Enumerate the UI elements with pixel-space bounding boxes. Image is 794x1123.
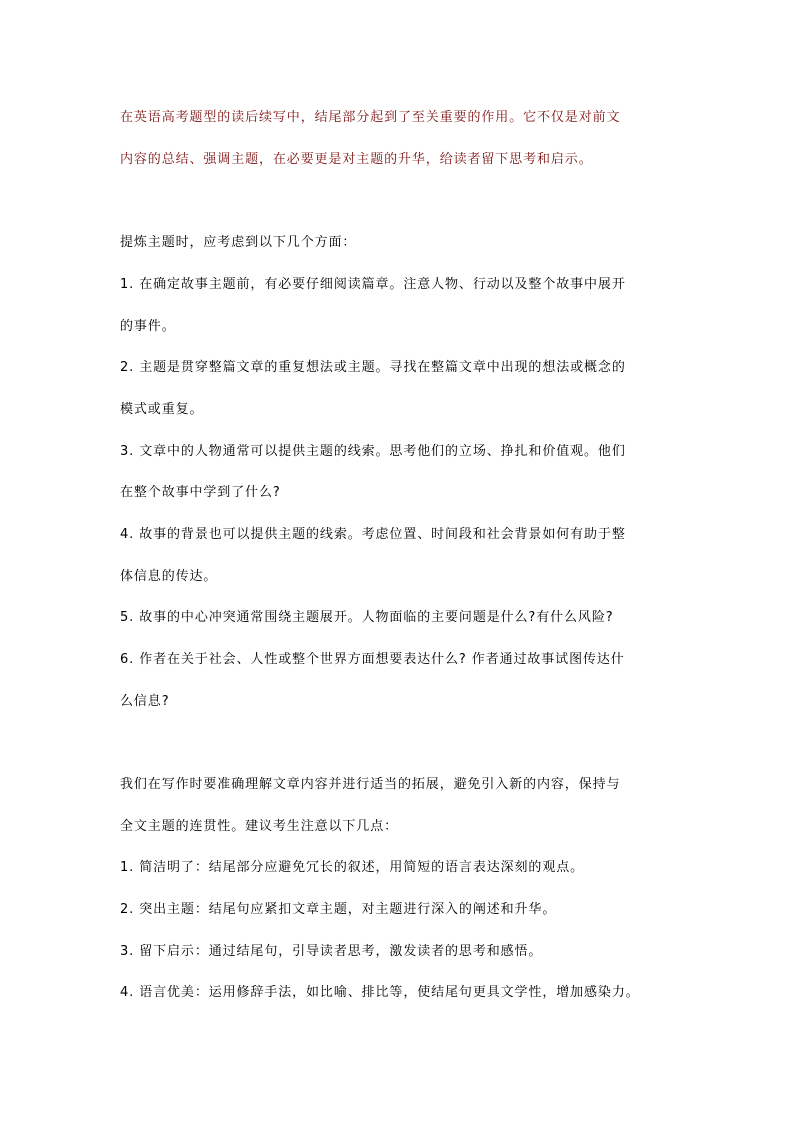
section1-line: 在整个故事中学到了什么? [120,485,281,500]
section1-line: 的事件。 [120,319,176,334]
section2-line: 2. 突出主题：结尾句应紧扣文章主题，对主题进行深入的阐述和升华。 [120,902,557,917]
section2-line: 3. 留下启示：通过结尾句，引导读者思考，激发读者的思考和感悟。 [120,944,543,959]
section2-intro-line-1: 我们在写作时要准确理解文章内容并进行适当的拓展，避免引入新的内容，保持与 [120,777,621,792]
section1-line: 4. 故事的背景也可以提供主题的线索。考虑位置、时间段和社会背景如何有助于整 [120,527,626,542]
section1-line: 2. 主题是贯穿整篇文章的重复想法或主题。寻找在整篇文章中出现的想法或概念的 [120,360,626,375]
section1-line: 6. 作者在关于社会、人性或整个世界方面想要表达什么? 作者通过故事试图传达什 [120,652,625,667]
intro-line-1: 在英语高考题型的读后续写中，结尾部分起到了至关重要的作用。它不仅是对前文 [120,110,621,125]
section1-line: 3. 文章中的人物通常可以提供主题的线索。思考他们的立场、挣扎和价值观。他们 [120,444,626,459]
section1-line: 5. 故事的中心冲突通常围绕主题展开。人物面临的主要问题是什么?有什么风险? [120,610,614,625]
section2-line: 1. 简洁明了：结尾部分应避免冗长的叙述，用简短的语言表达深刻的观点。 [120,860,585,875]
section2-intro-line-2: 全文主题的连贯性。建议考生注意以下几点： [120,819,399,834]
intro-line-2: 内容的总结、强调主题，在必要更是对主题的升华，给读者留下思考和启示。 [120,152,593,167]
section2-line: 4. 语言优美：运用修辞手法，如比喻、排比等，使结尾句更具文学性，增加感染力。 [120,985,640,1000]
section1-heading: 提炼主题时，应考虑到以下几个方面： [120,235,357,250]
section1-line: 模式或重复。 [120,402,204,417]
section1-line: 体信息的传达。 [120,569,218,584]
section1-line: 1. 在确定故事主题前，有必要仔细阅读篇章。注意人物、行动以及整个故事中展开 [120,277,626,292]
section1-line: 么信息? [120,694,170,709]
